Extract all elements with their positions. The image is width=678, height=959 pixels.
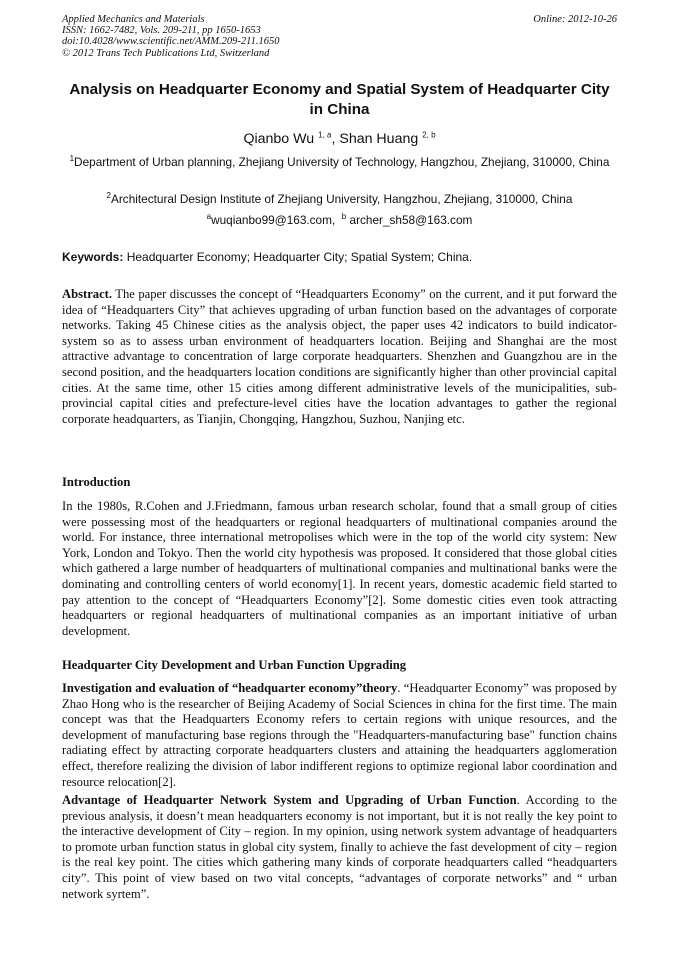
paragraph-text: . “Headquarter Economy” was proposed by Zhao Hong who is the researcher of Beijing Academy of Social Sciences in china for the first time. The main concept was that the Headquarters Economy refers to certain regions with unique resources, and the development of manufacturing base regions through the "Headquarters-manufacturing base" function chains radiating effect by attracting corporate headquarters clusters and attaining the headquarters agglomeration effect, therefore realizing the division of labor indifferent regions to optimize regional labor coordination and resource relocation[2]. [62, 681, 617, 789]
keywords [62, 250, 617, 265]
author-line [62, 130, 617, 148]
issn-line: ISSN: 1662-7482, Vols. 209-211, pp 1650-1653 [62, 25, 261, 37]
paragraph-advantage [62, 793, 617, 902]
email-address: wuqianbo99@163.com, [211, 213, 336, 227]
paper-title: Analysis on Headquarter Economy and Spatial System of Headquarter City in China [69, 81, 610, 118]
author-name: Shan Huang [339, 131, 419, 147]
introduction-paragraph: In the 1980s, R.Cohen and J.Friedmann, famous urban research scholar, found that a small group of cities were possessing most of the headquarters or regional headquarters of multinational companies around the world. For instance, three international metropolises which were in the top of the world city system: New York, London and Tokyo. Then the world city hypothesis was proposed. It considered that those global cities which gathered a large number of headquarters of multinational companies and multinational banks were the dominating and controlling centers of world economy[1]. In recent years, domestic academic field started to pay attention to the concept of “Headquarters Economy”[2]. Some domestic cities even took attracting headquarters or regional headquarters of multinational companies as an important initiative of urban development. [62, 499, 617, 638]
doi-line: doi:10.4028/www.scientific.net/AMM.209-211.1650 [62, 36, 280, 48]
journal-name: Applied Mechanics and Materials [62, 14, 205, 25]
affiliation-text: Department of Urban planning, Zhejiang University of Technology, Hangzhou, Zhejiang, 310000, China [74, 155, 610, 169]
section-heading-headquarter-city: Headquarter City Development and Urban Function Upgrading [62, 658, 407, 672]
affiliation-2 [62, 192, 617, 208]
author-superscript: 1, a [318, 130, 332, 140]
affiliation-superscript: 1 [69, 154, 75, 164]
keywords-text: Headquarter Economy; Headquarter City; Spatial System; China. [123, 250, 473, 264]
email-line [62, 213, 617, 229]
section-heading-introduction: Introduction [62, 475, 131, 489]
affiliation-1 [62, 155, 617, 171]
abstract-label: Abstract. [62, 287, 113, 301]
online-date: Online: 2012-10-26 [533, 14, 617, 25]
author-superscript: 2, b [422, 130, 436, 140]
abstract-text: The paper discusses the concept of “Headquarters Economy” on the current, and it put forward the idea of “Headquarters City” that achieves upgrading of urban function based on the advantages of corporate networks. Taking 45 Chinese cities as the analysis object, the paper uses 42 indicators to build indicator-system so as to assess urban environment of headquarters location. Beijing and Shanghai are the most attractive advantage to concentration of large corporate headquarters. Shenzhen and Guangzhou are in the second position, and the headquarters location conditions are significantly higher than other provincial capital cities. At the same time, other 15 cities among different administrative levels of the municipalities, sub-provincial capital cities and prefecture-level cities have the location advantages to gather the regional corporate headquarters, as Tianjin, Chongqing, Hangzhou, Suzhou, Nanjing etc. [62, 287, 617, 426]
email-superscript: a [206, 212, 212, 222]
copyright-line: © 2012 Trans Tech Publications Ltd, Switzerland [62, 47, 270, 59]
journal-header [62, 14, 617, 59]
author-name: Qianbo Wu [243, 131, 315, 147]
author-separator: , [331, 131, 340, 147]
paragraph-investigation [62, 681, 617, 790]
affiliation-text: Architectural Design Institute of Zhejiang University, Hangzhou, Zhejiang, 310000, China [111, 192, 573, 206]
abstract [62, 287, 617, 427]
email-address: archer_sh58@163.com [349, 213, 473, 227]
paragraph-lead: Investigation and evaluation of “headquarter economy”theory [62, 681, 398, 695]
keywords-label: Keywords: [62, 250, 124, 264]
affiliation-superscript: 2 [106, 191, 111, 201]
paragraph-text: . According to the previous analysis, it doesn’t mean headquarters economy is not important, but it is not really the key point to the interactive development of City – region. In my opinion, using network system advantage of headquarters to promote urban function status in global city system, finally to achieve the fast development of city – region is the real key point. The cities which gathering many kinds of corporate headquarters called “headquarters city”. This point of view based on two vital concepts, “advantages of corporate networks” and “ urban network syrtem”. [62, 793, 618, 901]
email-superscript: b [341, 212, 347, 222]
paragraph-lead: Advantage of Headquarter Network System and Upgrading of Urban Function [62, 793, 517, 807]
